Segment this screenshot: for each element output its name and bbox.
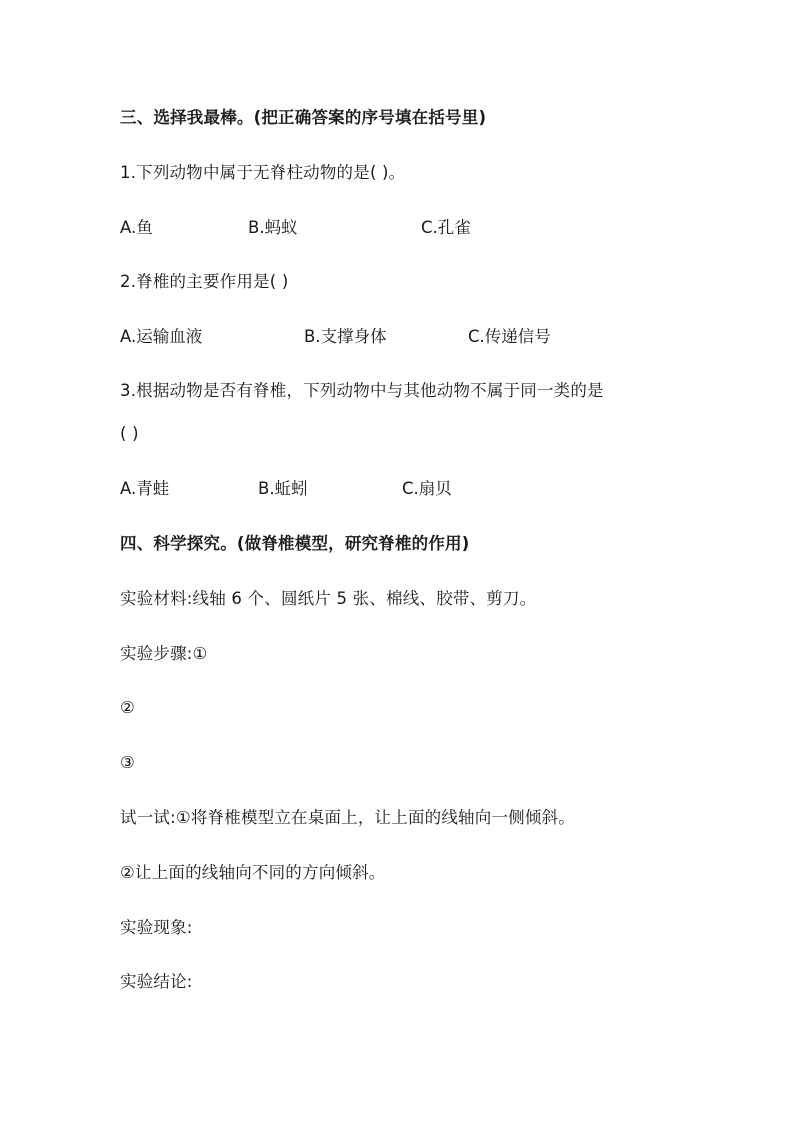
question-1-stem: 1.下列动物中属于无脊柱动物的是( )。 [120, 163, 406, 182]
question-1-option-a: A.鱼 [120, 218, 153, 237]
question-3-option-a: A.青蛙 [120, 479, 170, 498]
question-1-option-b: B.蚂蚁 [248, 218, 298, 237]
question-3-option-c: C.扇贝 [402, 479, 452, 498]
question-3-stem-line1: 3.根据动物是否有脊椎，下列动物中与其他动物不属于同一类的是 [120, 381, 604, 400]
question-2-option-b: B.支撑身体 [304, 327, 387, 346]
try-it-2: ②让上面的线轴向不同的方向倾斜。 [120, 863, 386, 882]
section4-heading: 四、科学探究。(做脊椎模型，研究脊椎的作用) [120, 534, 470, 553]
try-it-1: 试一试:①将脊椎模型立在桌面上，让上面的线轴向一侧倾斜。 [120, 808, 575, 827]
experiment-step-3: ③ [120, 753, 135, 772]
experiment-phenomenon: 实验现象: [120, 918, 193, 937]
experiment-conclusion: 实验结论: [120, 972, 193, 991]
section3-heading: 三、选择我最棒。(把正确答案的序号填在括号里) [120, 108, 487, 127]
question-2-stem: 2.脊椎的主要作用是( ) [120, 272, 289, 291]
question-2-option-a: A.运输血液 [120, 327, 203, 346]
experiment-steps-label: 实验步骤:① [120, 644, 208, 663]
question-1-option-c: C.孔雀 [421, 218, 471, 237]
question-3-stem-line2: ( ) [120, 424, 139, 443]
question-3-option-b: B.蚯蚓 [258, 479, 308, 498]
question-2-option-c: C.传递信号 [468, 327, 551, 346]
experiment-step-2: ② [120, 698, 135, 717]
experiment-materials: 实验材料:线轴 6 个、圆纸片 5 张、棉线、胶带、剪刀。 [120, 589, 537, 608]
